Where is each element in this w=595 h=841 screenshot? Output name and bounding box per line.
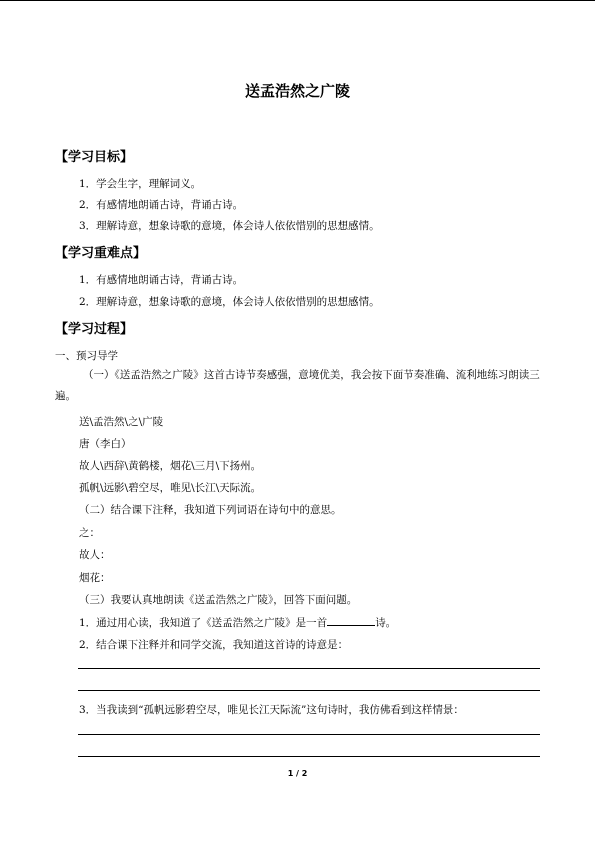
question-1-prefix: 1．通过用心读，我知道了《送孟浩然之广陵》是一首 [79, 617, 328, 629]
keypoints-heading: 【学习重难点】 [55, 246, 147, 261]
poem-line-1: 送\孟浩然\之\广陵 [79, 416, 164, 428]
page-number: 1 / 2 [287, 769, 308, 778]
answer-line[interactable] [78, 756, 540, 757]
keypoint-item-2: 2．理解诗意，想象诗歌的意境，体会诗人依依惜别的思想感情。 [79, 296, 380, 308]
word-zhi: 之： [79, 527, 100, 539]
poem-line-3: 故人\西辞\黄鹤楼，烟花\三月\下扬州。 [79, 460, 262, 472]
process-heading: 【学习过程】 [55, 322, 134, 337]
instruction-paragraph-1: （一）《送孟浩然之广陵》这首古诗节奏感强，意境优美，我会按下面节奏准确、流利地练习朗读三遍。 [55, 369, 540, 402]
answer-line[interactable] [78, 690, 540, 691]
answer-line[interactable] [78, 668, 540, 669]
top-border [0, 0, 595, 1]
poem-line-2: 唐（李白） [79, 438, 132, 450]
part1-label: 一、预习导学 [55, 350, 118, 362]
answer-blank[interactable] [327, 614, 375, 626]
goals-heading: 【学习目标】 [55, 150, 134, 165]
keypoint-item-1: 1．有感情地朗诵古诗，背诵古诗。 [79, 274, 244, 286]
instruction-paragraph-3: （三）我要认真地朗读《送孟浩然之广陵》，回答下面问题。 [79, 594, 358, 606]
question-1 [79, 614, 396, 630]
word-guren: 故人： [79, 549, 111, 561]
poem-line-4: 孤帆\远影\碧空尽，唯见\长江\天际流。 [79, 482, 262, 494]
question-3: 3．当我读到“孤帆远影碧空尽，唯见长江天际流”这句诗时，我仿佛看到这样情景： [79, 704, 464, 716]
answer-line[interactable] [78, 734, 540, 735]
instruction-paragraph-2: （二）结合课下注释，我知道下列词语在诗句中的意思。 [79, 504, 342, 516]
word-yanhua: 烟花： [79, 572, 111, 584]
goal-item-2: 2．有感情地朗诵古诗，背诵古诗。 [79, 199, 244, 211]
question-1-suffix: 诗。 [375, 617, 397, 629]
question-2: 2．结合课下注释并和同学交流，我知道这首诗的诗意是： [79, 639, 349, 651]
page-title: 送孟浩然之广陵 [244, 82, 350, 100]
goal-item-3: 3．理解诗意，想象诗歌的意境，体会诗人依依惜别的思想感情。 [79, 220, 380, 232]
goal-item-1: 1．学会生字，理解词义。 [79, 178, 202, 190]
